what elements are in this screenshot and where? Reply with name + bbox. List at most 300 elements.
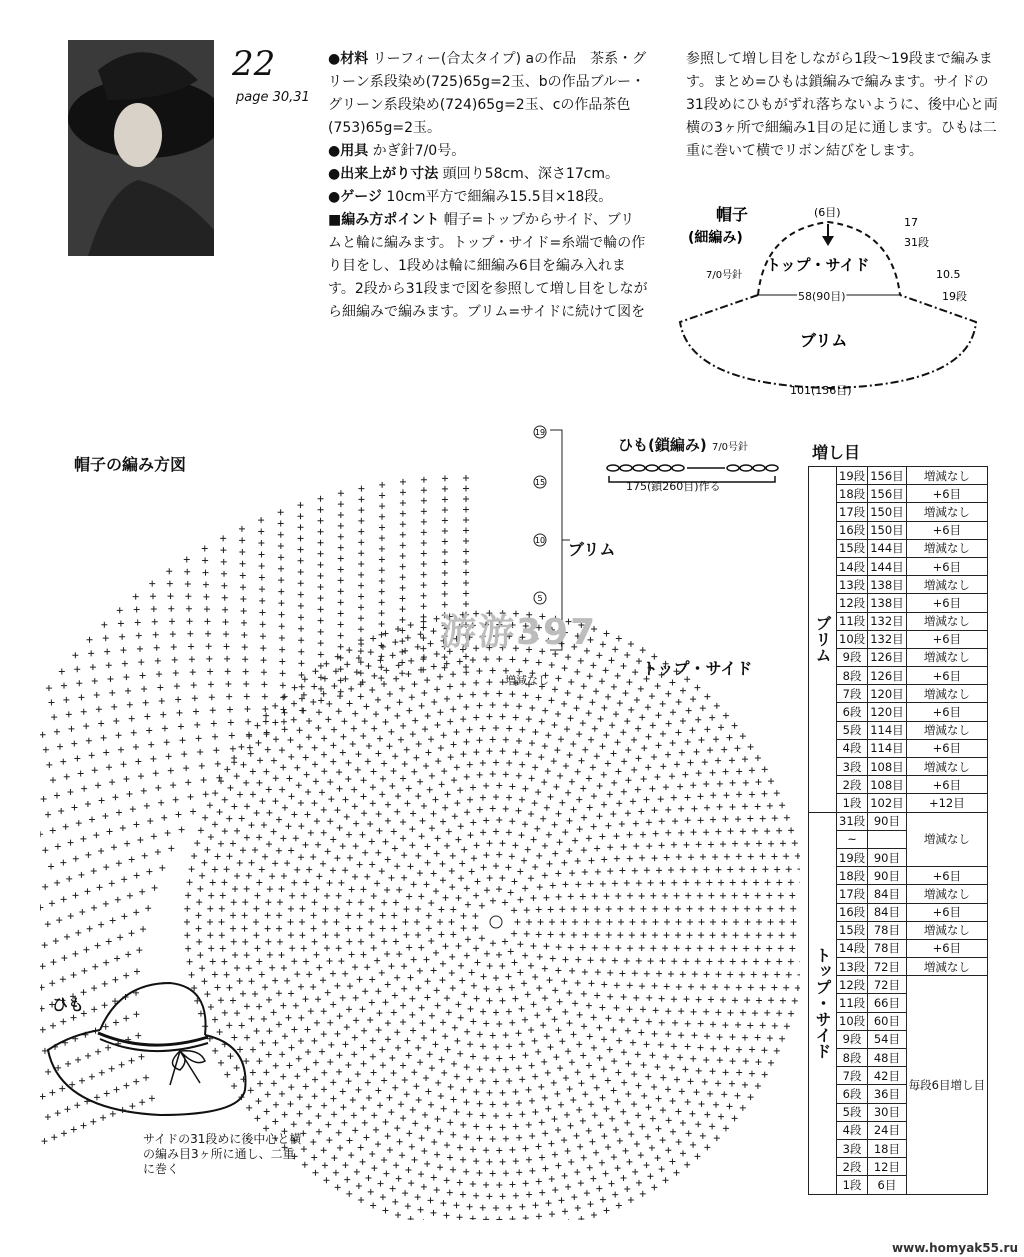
- stitch-mark: [470, 820, 476, 826]
- stitch-mark: [480, 1113, 486, 1119]
- stitch-mark: [155, 785, 161, 791]
- stitch-mark: [572, 838, 578, 844]
- stitch-mark: [316, 1129, 322, 1135]
- stitch-mark: [405, 635, 411, 641]
- stitch-mark: [45, 812, 51, 818]
- stitch-mark: [562, 1208, 568, 1214]
- stitch-mark: [463, 739, 469, 745]
- stitch-mark: [566, 990, 572, 996]
- stitch-mark: [726, 1103, 732, 1109]
- stitch-mark: [377, 736, 383, 742]
- stitch-mark: [463, 549, 469, 555]
- stitch-mark: [496, 1021, 502, 1027]
- stitch-mark: [551, 722, 557, 728]
- stitch-mark: [343, 797, 349, 803]
- stitch-mark: [569, 870, 575, 876]
- stitch-mark: [529, 1168, 535, 1174]
- stitch-mark: [575, 858, 581, 864]
- stitch-mark: [628, 1197, 634, 1203]
- stitch-mark: [421, 1219, 427, 1220]
- stitch-mark: [490, 1101, 496, 1107]
- stitch-mark: [121, 761, 127, 767]
- stitch-mark: [596, 1025, 602, 1031]
- stitch-mark: [639, 893, 645, 899]
- schematic-bottom: 101(156目): [790, 384, 852, 397]
- stitch-mark: [484, 951, 490, 957]
- stitch-mark: [601, 802, 607, 808]
- stitch-mark: [578, 658, 584, 664]
- stitch-mark: [354, 669, 360, 675]
- stitch-mark: [562, 665, 568, 671]
- stitch-mark: [526, 1122, 532, 1128]
- stitch-mark: [323, 906, 329, 912]
- stitch-mark: [651, 807, 657, 813]
- stitch-mark: [732, 841, 738, 847]
- stitch-mark: [542, 872, 548, 878]
- stitch-mark: [265, 899, 271, 905]
- stitch-mark: [404, 800, 410, 806]
- stitch-mark: [152, 885, 158, 891]
- stitch-mark: [613, 711, 619, 717]
- table-cell-row: 10段: [837, 1012, 868, 1030]
- stitch-mark: [321, 691, 327, 697]
- stitch-mark: [392, 1199, 398, 1205]
- stitch-mark: [586, 835, 592, 841]
- stitch-mark: [359, 1006, 365, 1012]
- stitch-mark: [467, 1111, 473, 1117]
- table-cell-stitches: 156目: [868, 485, 906, 503]
- stitch-mark: [88, 650, 94, 656]
- stitch-mark: [279, 886, 285, 892]
- stitch-mark: [557, 773, 563, 779]
- stitch-mark: [550, 955, 556, 961]
- stitch-mark: [196, 912, 202, 918]
- stitch-mark: [434, 616, 440, 622]
- stitch-mark: [630, 919, 636, 925]
- stitch-mark: [643, 1041, 649, 1047]
- table-cell-change: +6目: [906, 867, 987, 885]
- stitch-mark: [394, 863, 400, 869]
- stitch-mark: [722, 1022, 728, 1028]
- stitch-mark: [724, 984, 730, 990]
- stitch-mark: [74, 666, 80, 672]
- stitch-mark: [629, 932, 635, 938]
- stitch-mark: [534, 826, 540, 832]
- table-cell-stitches: 114目: [868, 739, 906, 757]
- stitch-mark: [277, 899, 283, 905]
- stitch-mark: [358, 899, 364, 905]
- stitch-mark: [727, 867, 733, 873]
- stitch-mark: [360, 1105, 366, 1111]
- stitch-mark: [461, 847, 467, 853]
- stitch-mark: [327, 1020, 333, 1026]
- stitch-mark: [542, 708, 548, 714]
- stitch-mark: [755, 1083, 761, 1089]
- stitch-mark: [266, 810, 272, 816]
- stitch-mark: [259, 575, 265, 581]
- stitch-mark: [568, 679, 574, 685]
- stitch-mark: [715, 971, 721, 977]
- stitch-mark: [447, 719, 453, 725]
- stitch-mark: [115, 897, 121, 903]
- stitch-mark: [242, 939, 248, 945]
- stitch-mark: [696, 841, 702, 847]
- stitch-mark: [46, 685, 52, 691]
- stitch-mark: [732, 945, 738, 951]
- table-cell-row: 7段: [837, 685, 868, 703]
- stitch-mark: [575, 957, 581, 963]
- stitch-mark: [640, 1191, 646, 1197]
- stitch-mark: [415, 853, 421, 859]
- stitch-mark: [536, 1178, 542, 1184]
- stitch-mark: [630, 1040, 636, 1046]
- stitch-mark: [519, 797, 525, 803]
- schematic-hook: 7/0号針: [706, 270, 743, 281]
- stitch-mark: [457, 693, 463, 699]
- stitch-mark: [434, 1187, 440, 1193]
- stitch-mark: [291, 880, 297, 886]
- stitch-mark: [752, 1010, 758, 1016]
- stitch-mark: [330, 742, 336, 748]
- stitch-mark: [584, 1190, 590, 1196]
- stitch-mark: [331, 1111, 337, 1117]
- stitch-mark: [740, 733, 746, 739]
- stitch-mark: [79, 909, 85, 915]
- stitch-mark: [318, 652, 324, 658]
- stitch-mark: [312, 1170, 318, 1176]
- stitch-mark: [526, 1157, 532, 1163]
- stitch-mark: [409, 1012, 415, 1018]
- stitch-mark: [73, 856, 79, 862]
- stitch-mark: [45, 921, 51, 927]
- stitch-mark: [355, 1071, 361, 1077]
- stitch-mark: [443, 943, 449, 949]
- stitch-mark: [624, 880, 630, 886]
- stitch-mark: [312, 899, 318, 905]
- stitch-mark: [548, 1141, 554, 1147]
- tools-block: [328, 140, 648, 163]
- stitch-mark: [258, 517, 264, 523]
- stitch-mark: [460, 1157, 466, 1163]
- stitch-mark: [331, 1155, 337, 1161]
- stitch-mark: [377, 1181, 383, 1187]
- stitch-mark: [207, 669, 213, 675]
- stitch-mark: [542, 995, 548, 1001]
- stitch-mark: [379, 567, 385, 573]
- stitch-mark: [404, 1091, 410, 1097]
- stitch-mark: [343, 1041, 349, 1047]
- stitch-mark: [382, 1208, 388, 1214]
- stitch-mark: [400, 489, 406, 495]
- stitch-mark: [684, 1162, 690, 1168]
- stitch-mark: [596, 1186, 602, 1192]
- stitch-mark: [399, 686, 405, 692]
- stitch-mark: [561, 860, 567, 866]
- stitch-mark: [286, 776, 292, 782]
- stitch-mark: [683, 880, 689, 886]
- stitch-mark: [518, 832, 524, 838]
- stitch-mark: [551, 1116, 557, 1122]
- stitch-mark: [421, 540, 427, 546]
- stitch-mark: [293, 1003, 299, 1009]
- stitch-mark: [346, 899, 352, 905]
- stitch-mark: [385, 1020, 391, 1026]
- table-cell-change: +6目: [906, 939, 987, 957]
- stitch-mark: [297, 1111, 303, 1117]
- stitch-mark: [380, 776, 386, 782]
- stitch-mark: [483, 1021, 489, 1027]
- stitch-mark: [472, 925, 478, 931]
- stitch-mark: [766, 893, 772, 899]
- stitch-mark: [318, 496, 324, 502]
- stitch-mark: [413, 1083, 419, 1089]
- stitch-mark: [431, 1175, 437, 1181]
- stitch-mark: [346, 1191, 352, 1197]
- stitch-mark: [469, 869, 475, 875]
- stitch-mark: [751, 972, 757, 978]
- gauge-block: [328, 186, 648, 209]
- stitch-mark: [406, 1130, 412, 1136]
- stitch-mark: [321, 1103, 327, 1109]
- stitch-mark: [369, 906, 375, 912]
- stitch-mark: [362, 1120, 368, 1126]
- stitch-mark: [537, 884, 543, 890]
- stitch-mark: [243, 669, 249, 675]
- stitch-mark: [420, 624, 426, 630]
- stitch-mark: [630, 798, 636, 804]
- stitch-mark: [528, 875, 534, 881]
- stitch-mark: [131, 730, 137, 736]
- stitch-mark: [396, 662, 402, 668]
- stitch-mark: [656, 971, 662, 977]
- table-cell-stitches: 114目: [868, 721, 906, 739]
- stitch-mark: [674, 1170, 680, 1176]
- stitch-mark: [506, 760, 512, 766]
- stitch-mark: [718, 1114, 724, 1120]
- stitch-mark: [338, 501, 344, 507]
- stitch-mark: [566, 848, 572, 854]
- stitch-mark: [401, 986, 407, 992]
- stitch-mark: [421, 551, 427, 557]
- stitch-mark: [280, 764, 286, 770]
- stitch-mark: [717, 1057, 723, 1063]
- stitch-mark: [348, 686, 354, 692]
- stitch-mark: [540, 816, 546, 822]
- stitch-mark: [656, 1096, 662, 1102]
- stitch-mark: [259, 798, 265, 804]
- stitch-mark: [539, 719, 545, 725]
- increase-table-title: 増し目: [812, 443, 861, 462]
- stitch-mark: [146, 727, 152, 733]
- stitch-mark: [209, 694, 215, 700]
- stitch-mark: [273, 1063, 279, 1069]
- stitch-mark: [606, 932, 612, 938]
- stitch-mark: [685, 893, 691, 899]
- stitch-mark: [529, 1133, 535, 1139]
- stitch-mark: [565, 1184, 571, 1190]
- stitch-mark: [732, 723, 738, 729]
- stitch-mark: [500, 714, 506, 720]
- table-cell-row: 14段: [837, 557, 868, 575]
- stitch-mark: [454, 800, 460, 806]
- stitch-mark: [400, 542, 406, 548]
- stitch-mark: [616, 800, 622, 806]
- stitch-mark: [269, 965, 275, 971]
- stitch-mark: [136, 633, 142, 639]
- chart-top-side-label: トップ・サイド: [642, 659, 753, 678]
- stitch-mark: [496, 952, 502, 958]
- stitch-mark: [720, 997, 726, 1003]
- stitch-mark: [439, 861, 445, 867]
- table-cell-row: 11段: [837, 994, 868, 1012]
- stitch-mark: [136, 947, 142, 953]
- stitch-mark: [587, 1034, 593, 1040]
- stitch-mark: [762, 972, 768, 978]
- stitch-mark: [361, 1061, 367, 1067]
- stitch-mark: [565, 1148, 571, 1154]
- stitch-mark: [691, 829, 697, 835]
- stitch-mark: [381, 1077, 387, 1083]
- stitch-mark: [490, 1170, 496, 1176]
- stitch-mark: [445, 1047, 451, 1053]
- stitch-mark: [736, 768, 742, 774]
- stitch-mark: [549, 919, 555, 925]
- stitch-mark: [743, 892, 749, 898]
- stitch-mark: [92, 678, 98, 684]
- stitch-mark: [404, 1038, 410, 1044]
- stitch-mark: [555, 1127, 561, 1133]
- stitch-mark: [168, 593, 174, 599]
- stitch-mark: [85, 852, 91, 858]
- stitch-mark: [646, 843, 652, 849]
- table-row: [809, 812, 988, 830]
- stitch-mark: [121, 876, 127, 882]
- stitch-mark: [483, 1055, 489, 1061]
- stitch-mark: [740, 1010, 746, 1016]
- stitch-mark: [333, 1170, 339, 1176]
- stitch-mark: [325, 990, 331, 996]
- stitch-mark: [513, 1124, 519, 1130]
- stitch-mark: [446, 1009, 452, 1015]
- stitch-mark: [712, 854, 718, 860]
- table-row: [809, 467, 988, 485]
- stitch-mark: [594, 846, 600, 852]
- stitch-mark: [278, 509, 284, 515]
- stitch-mark: [122, 661, 128, 667]
- stitch-mark: [536, 932, 542, 938]
- stitch-mark: [443, 895, 449, 901]
- stitch-mark: [383, 1119, 389, 1125]
- stitch-mark: [678, 1032, 684, 1038]
- stitch-mark: [473, 680, 479, 686]
- stitch-mark: [722, 919, 728, 925]
- stitch-mark: [544, 1033, 550, 1039]
- stitch-mark: [496, 1055, 502, 1061]
- stitch-mark: [696, 997, 702, 1003]
- stitch-mark: [260, 645, 266, 651]
- stitch-mark: [624, 652, 630, 658]
- stitch-mark: [730, 780, 736, 786]
- stitch-mark: [463, 580, 469, 586]
- stitch-mark: [503, 1170, 509, 1176]
- stitch-mark: [522, 821, 528, 827]
- stitch-mark: [463, 486, 469, 492]
- stitch-mark: [188, 643, 194, 649]
- table-cell-stitches: 72目: [868, 958, 906, 976]
- stitch-mark: [670, 740, 676, 746]
- stitch-mark: [590, 1074, 596, 1080]
- stitch-mark: [312, 939, 318, 945]
- stitch-mark: [404, 747, 410, 753]
- stitch-mark: [393, 938, 399, 944]
- table-cell-change: 増減なし: [906, 758, 987, 776]
- stitch-mark: [528, 1027, 534, 1033]
- stitch-mark: [406, 785, 412, 791]
- stitch-mark: [291, 958, 297, 964]
- stitch-mark: [588, 858, 594, 864]
- stitch-mark: [640, 932, 646, 938]
- stitch-mark: [298, 854, 304, 860]
- stitch-mark: [639, 714, 645, 720]
- stitch-mark: [500, 998, 506, 1004]
- stitch-mark: [536, 985, 542, 991]
- stitch-mark: [565, 690, 571, 696]
- stitch-mark: [729, 1081, 735, 1087]
- stitch-mark: [428, 736, 434, 742]
- stitch-mark: [119, 634, 125, 640]
- stitch-mark: [393, 676, 399, 682]
- stitch-mark: [668, 867, 674, 873]
- stitch-mark: [607, 994, 613, 1000]
- stitch-mark: [468, 1006, 474, 1012]
- stitch-mark: [412, 718, 418, 724]
- stitch-mark: [146, 869, 152, 875]
- stitch-mark: [723, 1125, 729, 1131]
- stitch-mark: [271, 829, 277, 835]
- stitch-mark: [222, 607, 228, 613]
- stitch-mark: [578, 758, 584, 764]
- stitch-mark: [211, 720, 217, 726]
- stitch-mark: [306, 867, 312, 873]
- stitch-mark: [421, 690, 427, 696]
- gauge-label: ●ゲージ: [328, 189, 382, 205]
- stitch-mark: [634, 1141, 640, 1147]
- stitch-mark: [568, 893, 574, 899]
- table-cell-stitches: 144目: [868, 557, 906, 575]
- stitch-mark: [730, 1034, 736, 1040]
- stitch-mark: [621, 994, 627, 1000]
- stitch-mark: [431, 699, 437, 705]
- stitch-mark: [323, 932, 329, 938]
- stitch-mark: [619, 970, 625, 976]
- row-marker-label: 19: [534, 428, 546, 437]
- stitch-mark: [569, 1059, 575, 1065]
- table-cell-row: 4段: [837, 739, 868, 757]
- stitch-mark: [571, 1031, 577, 1037]
- stitch-mark: [607, 970, 613, 976]
- stitch-mark: [670, 1129, 676, 1135]
- stitch-mark: [512, 842, 518, 848]
- stitch-mark: [60, 759, 66, 765]
- stitch-mark: [253, 906, 259, 912]
- stitch-mark: [736, 1047, 742, 1053]
- stitch-mark: [695, 717, 701, 723]
- stitch-mark: [605, 823, 611, 829]
- stitch-mark: [167, 581, 173, 587]
- stitch-mark: [279, 623, 285, 629]
- stitch-mark: [645, 704, 651, 710]
- stitch-mark: [397, 1139, 403, 1145]
